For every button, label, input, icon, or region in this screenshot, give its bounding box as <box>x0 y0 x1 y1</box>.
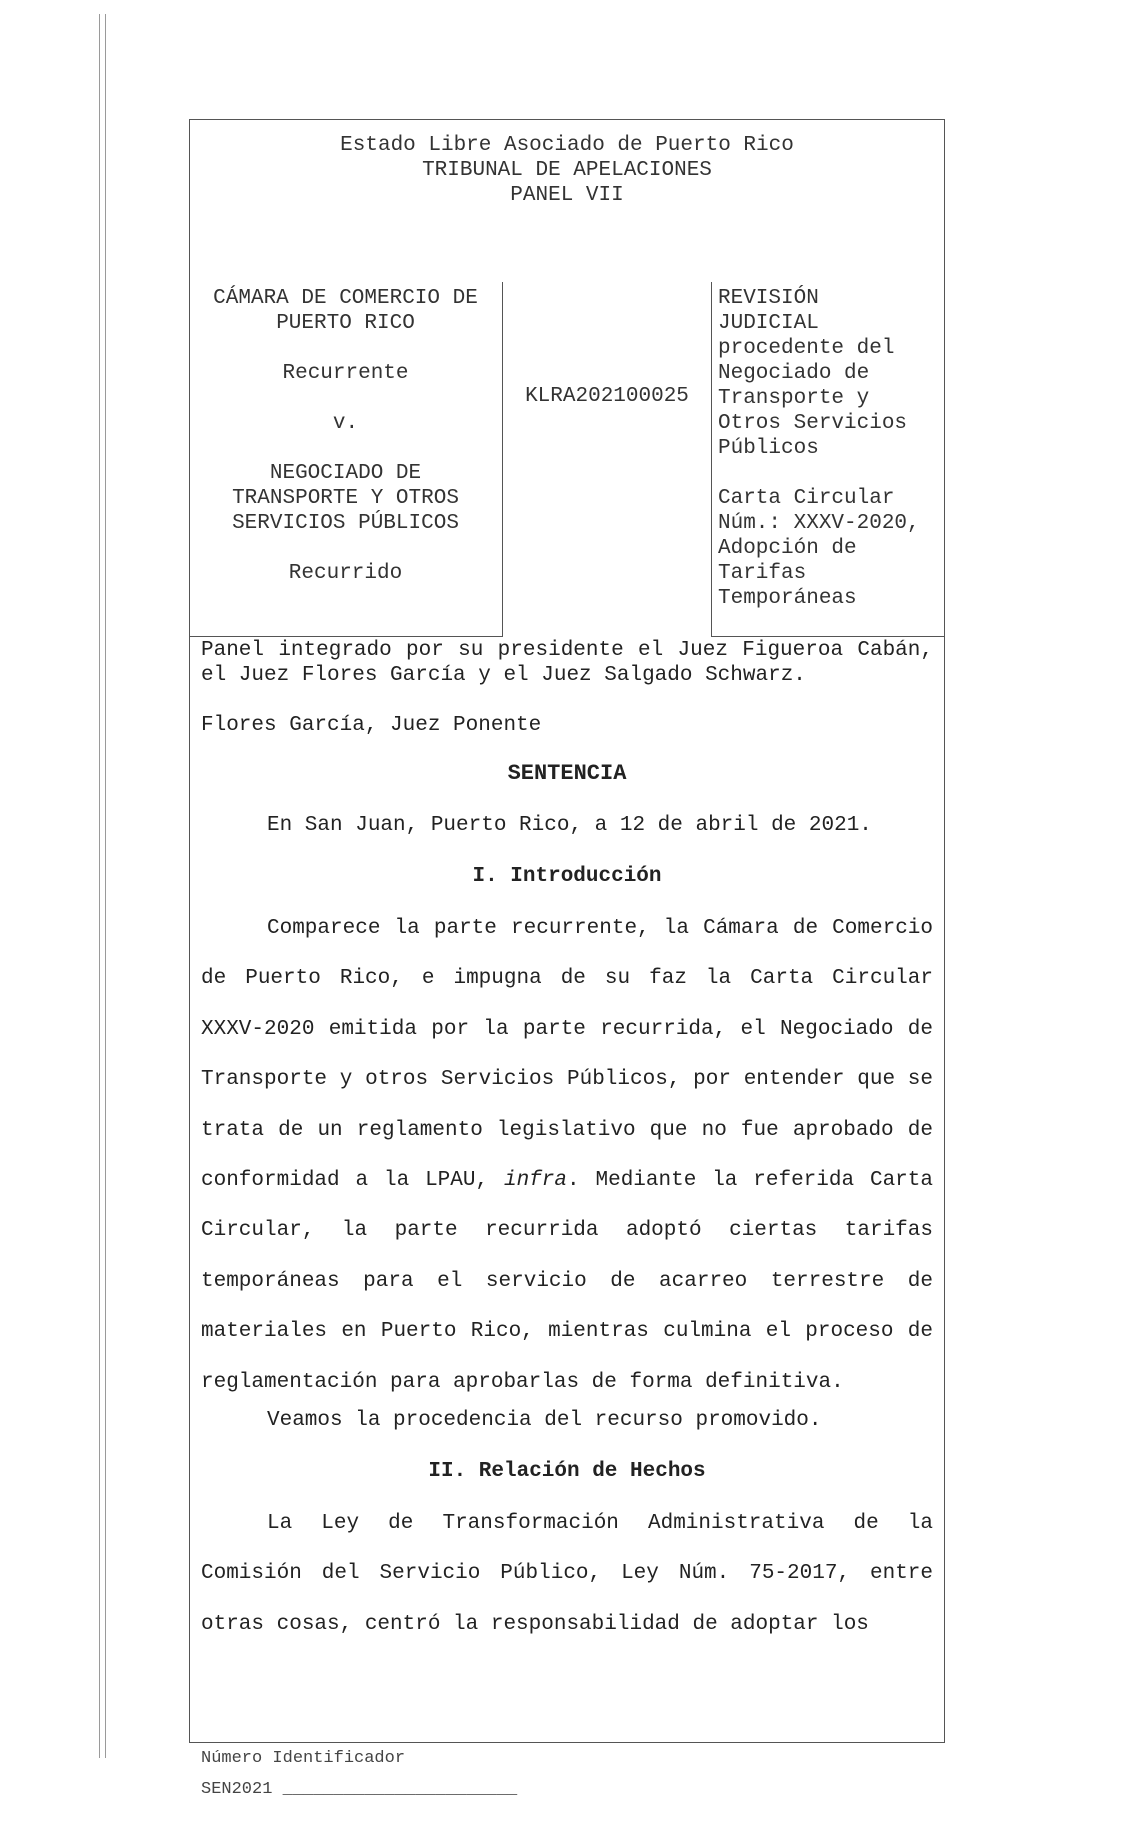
paragraph-text: Comparece la parte recurrente, la Cámara de Comercio de Puerto Rico, e impugna de su faz la Carta Circular XXXV-2020 emitida por la parte recurrida, el Negociado de Transporte y otros Servicios Públicos, por entender que se trata de un reglamento legislativo que no fue aprobado de conformidad a la LPAU, <box>201 917 933 1193</box>
procedure-line: Temporáneas <box>718 587 857 610</box>
procedure-line: REVISIÓN <box>718 287 819 310</box>
party-name: NEGOCIADO DE <box>269 462 422 485</box>
party-role: Recurrido <box>288 562 403 585</box>
procedure-line: Adopción de <box>718 537 857 560</box>
party-name: CÁMARA DE COMERCIO DE <box>213 287 478 310</box>
footer-label: Número Identificador <box>201 1749 406 1768</box>
document-date: En San Juan, Puerto Rico, a 12 de abril de 2021. <box>267 814 872 837</box>
paragraph-text: . Mediante la referida Carta Circular, la parte recurrida adoptó ciertas tarifas temporáneas para el servicio de acarreo terrestre de materiales en Puerto Rico, mientras culmina el proceso de reglamentación para aprobarlas de forma definitiva. <box>201 1169 933 1394</box>
procedure-line: Otros Servicios <box>718 412 908 435</box>
caption-parties <box>189 282 503 637</box>
procedure-line: Tarifas <box>718 562 807 585</box>
header-line: TRIBUNAL DE APELACIONES <box>422 159 712 182</box>
paragraph: Veamos la procedencia del recurso promovido. <box>267 1409 822 1433</box>
procedure-line: Núm.: XXXV-2020, <box>718 512 920 535</box>
procedure-line: Carta Circular <box>718 487 895 510</box>
procedure-line: Públicos <box>718 437 819 460</box>
footer <box>201 1743 517 1805</box>
margin-line <box>105 14 106 1758</box>
procedure-line: Negociado de <box>718 362 870 385</box>
paragraph: La Ley de Transformación Administrativa de la Comisión del Servicio Público, Ley Núm. 75-2017, entre otras cosas, centró la responsabilidad de adoptar los <box>201 1512 933 1636</box>
footer-code: SEN2021 _______________________ <box>201 1780 518 1799</box>
header-line: PANEL VII <box>510 184 624 207</box>
procedure-line: JUDICIAL <box>718 312 819 335</box>
judge-ponente: Flores García, Juez Ponente <box>201 714 542 737</box>
procedure-line: Transporte y <box>718 387 870 410</box>
document-body <box>201 638 933 1650</box>
party-name: TRANSPORTE Y OTROS <box>232 487 459 510</box>
party-name: SERVICIOS PÚBLICOS <box>232 512 459 535</box>
case-number: KLRA202100025 <box>525 385 689 408</box>
versus: v. <box>332 412 359 435</box>
document-title: SENTENCIA <box>507 761 627 786</box>
paragraph <box>201 904 933 1408</box>
party-name: PUERTO RICO <box>276 312 415 335</box>
header-line: Estado Libre Asociado de Puerto Rico <box>340 134 794 157</box>
procedure-line: procedente del <box>718 337 895 360</box>
citation-italic: infra <box>503 1169 567 1193</box>
caption-procedure <box>711 282 945 637</box>
section-heading: II. Relación de Hechos <box>428 1460 706 1484</box>
panel-composition: Panel integrado por su presidente el Juez Figueroa Cabán, el Juez Flores García y el Juez Salgado Schwarz. <box>201 639 933 687</box>
party-role: Recurrente <box>282 362 409 385</box>
margin-line <box>99 14 100 1758</box>
court-header <box>189 133 945 208</box>
section-heading: I. Introducción <box>472 865 662 888</box>
